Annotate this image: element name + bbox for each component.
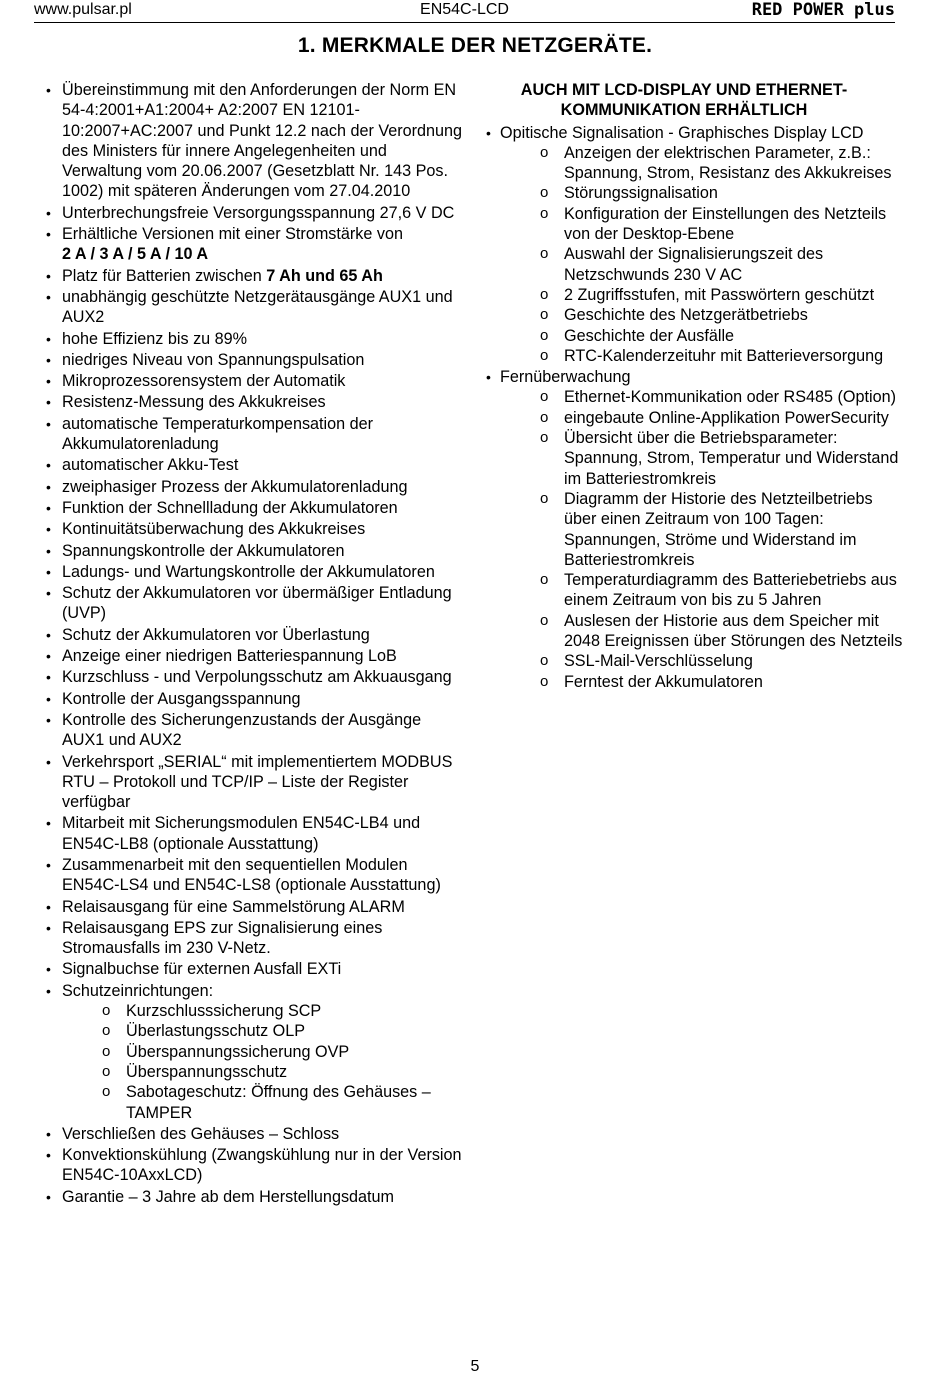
- group-label: Opitische Signalisation - Graphisches Display LCD: [500, 123, 864, 142]
- group-label: Fernüberwachung: [500, 368, 631, 387]
- sub-list-item: o Kurzschlusssicherung SCP: [62, 1001, 464, 1021]
- list-item: • Relaisausgang EPS zur Signalisierung eines Stromausfalls im 230 V-Netz.: [44, 918, 464, 959]
- list-item: • Ladungs- und Wartungskontrolle der Akkumulatoren: [44, 562, 464, 582]
- header-model: EN54C-LCD: [420, 1, 509, 18]
- list-item: • unabhängig geschützte Netzgerätausgänge AUX1 und AUX2: [44, 287, 464, 328]
- list-item: • Funktion der Schnellladung der Akkumulatoren: [44, 498, 464, 518]
- remote-monitoring-features: [500, 387, 904, 691]
- list-item: • Konvektionskühlung (Zwangskühlung nur in der Version EN54C-10AxxLCD): [44, 1145, 464, 1186]
- sub-list-item: o Temperaturdiagramm des Batteriebetriebs aus einem Zeitraum von bis zu 5 Jahren: [500, 570, 904, 611]
- list-item: • Schutz der Akkumulatoren vor Überlastung: [44, 625, 464, 645]
- sub-list-item: o Überspannungssicherung OVP: [62, 1042, 464, 1062]
- list-item: • Anzeige einer niedrigen Batteriespannung LoB: [44, 646, 464, 666]
- sub-list-item: o Geschichte der Ausfälle: [500, 326, 904, 346]
- right-column: [484, 80, 904, 693]
- sub-list-item: o 2 Zugriffsstufen, mit Passwörtern geschützt: [500, 285, 904, 305]
- sub-list-item: o RTC-Kalenderzeituhr mit Batterieversorgung: [500, 346, 904, 366]
- feature-list: [44, 80, 464, 1207]
- sub-list-item: o Ferntest der Akkumulatoren: [500, 672, 904, 692]
- protection-list: [62, 1001, 464, 1123]
- list-item: • Garantie – 3 Jahre ab dem Herstellungsdatum: [44, 1187, 464, 1207]
- list-item-text: Schutzeinrichtungen:: [62, 981, 214, 1000]
- sub-list-item: o eingebaute Online-Applikation PowerSecurity: [500, 408, 904, 428]
- page-number: 5: [470, 1358, 480, 1375]
- sub-list-item: o Störungssignalisation: [500, 183, 904, 203]
- list-item: • Übereinstimmung mit den Anforderungen der Norm EN 54-4:2001+A1:2004+ A2:2007 EN 12101-10:2007+AC:2007 und Punkt 12.2 nach der Verordnung des Ministers für innere Angelegenheiten und Verwaltung vom 20.06.2007 (Gesetzblatt Nr. 143 Pos. 1002) mit späteren Änderungen vom 27.04.2010: [44, 80, 464, 202]
- list-item: • Mitarbeit mit Sicherungsmodulen EN54C-LB4 und EN54C-LB8 (optionale Ausstattung): [44, 813, 464, 854]
- battery-range: 7 Ah und 65 Ah: [266, 266, 383, 285]
- list-item: • Kontrolle des Sicherungenzustands der Ausgänge AUX1 und AUX2: [44, 710, 464, 751]
- list-item: • zweiphasiger Prozess der Akkumulatorenladung: [44, 477, 464, 497]
- list-item: • Kontrolle der Ausgangsspannung: [44, 689, 464, 709]
- list-item: [484, 367, 904, 692]
- list-item-text: Platz für Batterien zwischen: [62, 266, 262, 285]
- list-item: • Unterbrechungsfreie Versorgungsspannung 27,6 V DC: [44, 203, 464, 223]
- list-item: [44, 224, 464, 265]
- page-header: [34, 0, 895, 23]
- sub-list-item: o Überlastungsschutz OLP: [62, 1021, 464, 1041]
- list-item: • Zusammenarbeit mit den sequentiellen Modulen EN54C-LS4 und EN54C-LS8 (optionale Ausstattung): [44, 855, 464, 896]
- sub-list-item: o Auswahl der Signalisierungszeit des Netzschwunds 230 V AC: [500, 244, 904, 285]
- lcd-feature-list: [484, 123, 904, 692]
- sub-list-item: o Diagramm der Historie des Netzteilbetriebs über einen Zeitraum von 100 Tagen: Spannungen, Ströme und Widerstand im Batteriestromkreis: [500, 489, 904, 570]
- left-column: [44, 80, 464, 1208]
- list-item: • hohe Effizienz bis zu 89%: [44, 329, 464, 349]
- display-features: [500, 143, 904, 366]
- list-item: • Verschließen des Gehäuses – Schloss: [44, 1124, 464, 1144]
- sub-list-item: o SSL-Mail-Verschlüsselung: [500, 651, 904, 671]
- list-item: [44, 266, 464, 286]
- current-versions: 2 A / 3 A / 5 A / 10 A: [62, 245, 209, 264]
- sub-list-item: o Überspannungsschutz: [62, 1062, 464, 1082]
- list-item: [484, 123, 904, 367]
- list-item: • Resistenz-Messung des Akkukreises: [44, 392, 464, 412]
- sub-list-item: o Auslesen der Historie aus dem Speicher mit 2048 Ereignissen über Störungen des Netzteils: [500, 611, 904, 652]
- lcd-ethernet-heading: AUCH MIT LCD-DISPLAY UND ETHERNET-KOMMUNIKATION ERHÄLTLICH: [520, 81, 848, 120]
- list-item: • Mikroprozessorensystem der Automatik: [44, 371, 464, 391]
- sub-list-item: o Übersicht über die Betriebsparameter: Spannung, Strom, Temperatur und Widerstand im Batteriestromkreis: [500, 428, 904, 489]
- list-item: • Verkehrsport „SERIAL“ mit implementiertem MODBUS RTU – Protokoll und TCP/IP – Liste der Register verfügbar: [44, 752, 464, 813]
- sub-list-item: o Sabotageschutz: Öffnung des Gehäuses – TAMPER: [62, 1082, 464, 1123]
- list-item: • Relaisausgang für eine Sammelstörung ALARM: [44, 897, 464, 917]
- sub-list-item: o Konfiguration der Einstellungen des Netzteils von der Desktop-Ebene: [500, 204, 904, 245]
- section-title: 1. MERKMALE DER NETZGERÄTE.: [297, 34, 653, 57]
- sub-list-item: o Anzeigen der elektrischen Parameter, z.B.: Spannung, Strom, Resistanz des Akkukreises: [500, 143, 904, 184]
- list-item: • Spannungskontrolle der Akkumulatoren: [44, 541, 464, 561]
- header-website: www.pulsar.pl: [34, 1, 132, 18]
- sub-list-item: o Ethernet-Kommunikation oder RS485 (Option): [500, 387, 904, 407]
- list-item: • Signalbuchse für externen Ausfall EXTi: [44, 959, 464, 979]
- list-item: • niedriges Niveau von Spannungspulsation: [44, 350, 464, 370]
- list-item: [44, 981, 464, 1123]
- list-item-text: Erhältliche Versionen mit einer Stromstärke von: [62, 225, 403, 244]
- list-item: • automatischer Akku-Test: [44, 455, 464, 475]
- list-item: • Kurzschluss - und Verpolungsschutz am Akkuausgang: [44, 667, 464, 687]
- list-item: • Schutz der Akkumulatoren vor übermäßiger Entladung (UVP): [44, 583, 464, 624]
- header-product-line: RED POWER plus: [751, 0, 895, 20]
- sub-list-item: o Geschichte des Netzgerätbetriebs: [500, 305, 904, 325]
- list-item: • automatische Temperaturkompensation der Akkumulatorenladung: [44, 414, 464, 455]
- list-item: • Kontinuitätsüberwachung des Akkukreises: [44, 519, 464, 539]
